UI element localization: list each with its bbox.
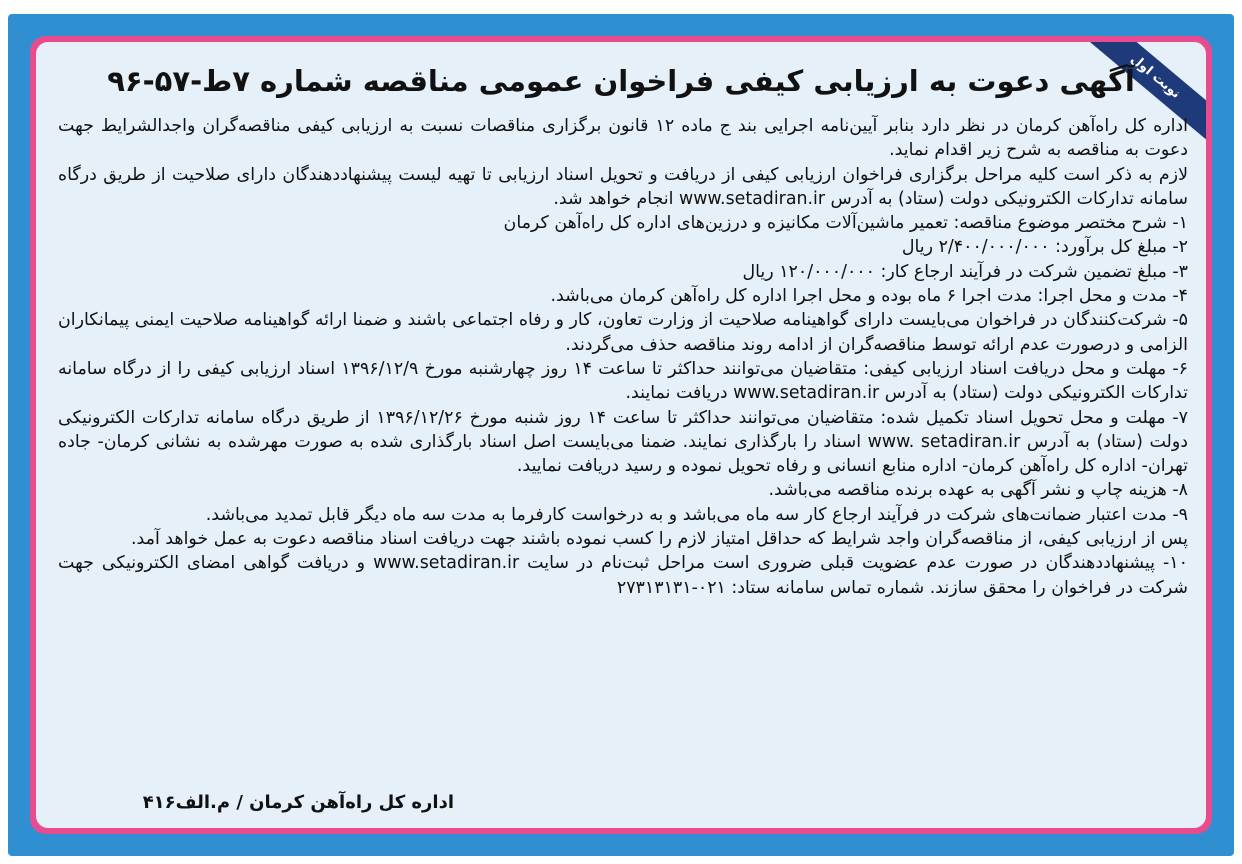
note-paragraph: لازم به ذکر است کلیه مراحل برگزاری فراخوان ارزیابی کیفی از دریافت و تحویل اسناد ارزیابی تا تهیه لیست پیشنهاددهندگان دارای صلاحیت از طریق درگاه سامانه تدارکات الکترونیکی دولت (ستاد) به آدرس www.setadiran.ir انجام خواهد شد. xyxy=(58,164,1188,209)
item-8-publication-cost: ۸- هزینه چاپ و نشر آگهی به عهده برنده مناقصه می‌باشد. xyxy=(768,480,1188,501)
notice-body xyxy=(58,114,1188,600)
pink-frame xyxy=(30,36,1212,834)
item-4-duration: ۴- مدت و محل اجرا: مدت اجرا ۶ ماه بوده و محل اجرا اداره کل راه‌آهن کرمان می‌باشد. xyxy=(550,286,1188,307)
corner-badge: نوبت اول xyxy=(1073,42,1206,150)
item-3-guarantee: ۳- مبلغ تضمین شرکت در فرآیند ارجاع کار: ۱۲۰/۰۰۰/۰۰۰ ریال xyxy=(742,261,1188,282)
item-10-registration: ۱۰- پیشنهاددهندگان در صورت عدم عضویت قبلی ضروری است مراحل ثبت‌نام در سایت www.setadiran.ir و دریافت گواهی امضای الکترونیکی جهت شرکت در فراخوان را محقق سازند. شماره تماس سامانه ستاد: ۰۲۱-۲۷۳۱۳۱۳۱ xyxy=(58,553,1188,598)
notice-title: آگهی دعوت به ارزیابی کیفی فراخوان عمومی مناقصه شماره ۷ط-۵۷-۹۶ xyxy=(107,64,1135,98)
notice-card xyxy=(36,42,1206,828)
item-7-submit-documents: ۷- مهلت و محل تحویل اسناد تکمیل شده: متقاضیان می‌توانند حداکثر تا ساعت ۱۴ روز شنبه مورخ ۱۳۹۶/۱۲/۲۶ از طریق درگاه سامانه تدارکات الکترونیکی دولت (ستاد) به آدرس www. setadiran.ir اسناد را بارگذاری نمایند. ضمنا می‌بایست اصل اسناد بارگذاری شده به صورت مهرشده به نشانی کرمان- جاده تهران- اداره کل راه‌آهن کرمان- اداره منابع انسانی و رفاه تحویل نموده و رسید دریافت نمایید. xyxy=(58,407,1189,477)
item-1-subject: ۱- شرح مختصر موضوع مناقصه: تعمیر ماشین‌آلات مکانیزه و درزین‌های اداره کل راه‌آهن کرمان xyxy=(503,213,1188,234)
outer-blue-border xyxy=(8,14,1234,856)
item-9-guarantee-validity: ۹- مدت اعتبار ضمانت‌های شرکت در فرآیند ارجاع کار سه ماه می‌باشد و به درخواست کارفرما به مدت سه ماه دیگر قابل تمدید می‌باشد. xyxy=(205,504,1188,525)
item-5-eligibility: ۵- شرکت‌کنندگان در فراخوان می‌بایست دارای گواهینامه صلاحیت از وزارت تعاون، کار و رفاه اجتماعی باشند و ضمنا ارائه گواهینامه صلاحیت ایمنی پیمانکاران الزامی و درصورت عدم ارائه توسط مناقصه‌گران از ادامه روند مناقصه حذف می‌گردند. xyxy=(58,310,1188,355)
item-2-estimate: ۲- مبلغ کل برآورد: ۲/۴۰۰/۰۰۰/۰۰۰ ریال xyxy=(901,237,1188,258)
post-evaluation-paragraph: پس از ارزیابی کیفی، از مناقصه‌گران واجد شرایط که حداقل امتیاز لازم را کسب نموده باشند جهت دریافت اسناد مناقصه دعوت به عمل خواهد آمد. xyxy=(130,529,1188,550)
item-6-receive-documents: ۶- مهلت و محل دریافت اسناد ارزیابی کیفی: متقاضیان می‌توانند حداکثر تا ساعت ۱۴ روز چهارشنبه مورخ ۱۳۹۶/۱۲/۹ اسناد ارزیابی کیفی را از درگاه سامانه تدارکات الکترونیکی دولت (ستاد) به آدرس www.setadiran.ir دریافت نمایند. xyxy=(58,358,1188,404)
signature: اداره کل راه‌آهن کرمان / م.الف۴۱۶ xyxy=(142,792,454,813)
intro-paragraph: اداره کل راه‌آهن کرمان در نظر دارد بنابر آیین‌نامه اجرایی بند ج ماده ۱۲ قانون برگزاری مناقصات نسبت به ارزیابی کیفی مناقصه‌گران واجدالشرایط جهت دعوت به مناقصه به شرح زیر اقدام نماید. xyxy=(58,116,1188,161)
